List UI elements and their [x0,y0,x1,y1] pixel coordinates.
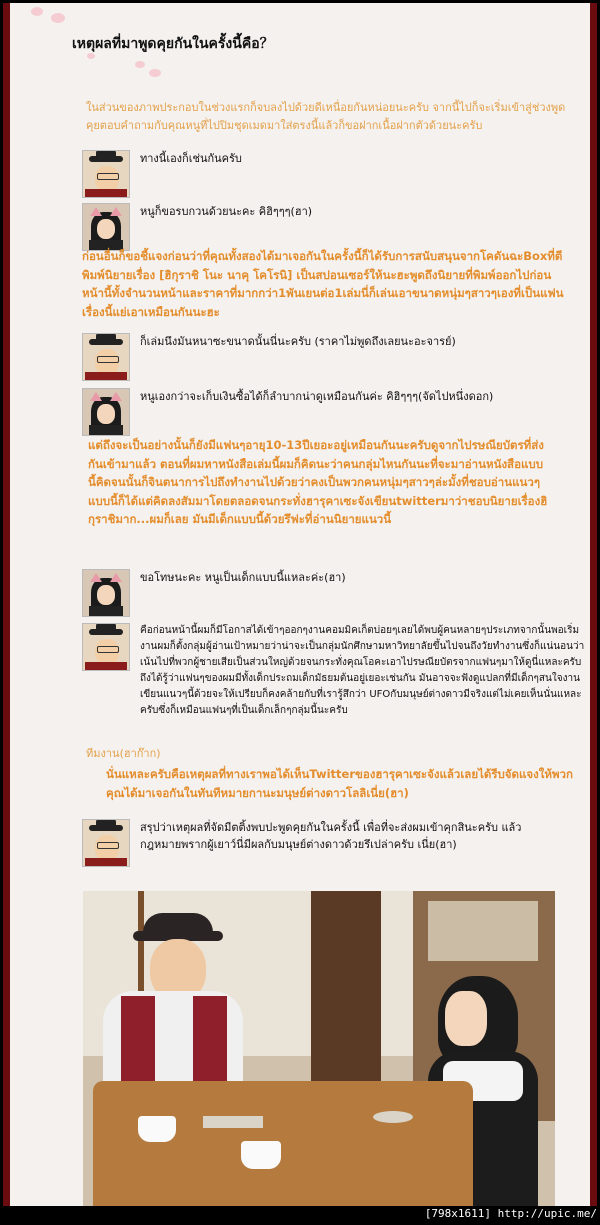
narration-paragraph: แต่ถึงจะเป็นอย่างนั้นก็ยังมีแฟนๆอายุ10-13ปีเยอะอยู่เหมือนกันนะครับดูจากไปรษณียบัตรที่ส่งกันเข้ามาแล้ว ตอนที่ผมหาหนังสือเล่มนี้ผมก็คิดนะว่าคนกลุ่มไหนกันนะที่จะมาอ่านหนังสือแบบนี้คิดจนนั้นก็จินตนาการไปถึงทำงานไปด้วยว่าคงเป็นพวกคนหนุ่มๆสาวๆล่ะมั้งที่ชอบอ่านแนวๆแบบนี้ก็ได้แต่คิดลงสัมมาโดยตลอดจนกระทั่งฮารุคาเซะจังเขียนtwitterมาว่าชอบนิยายเรื่องฮิกุราชิมาก...ผมก็เลย มันมีเด็กแบบนี้ด้วยรึฟะที่อ่านนิยายแนวนี้ [88,438,548,526]
dialogue-text: หนูก็ขอรบกวนด้วยนะคะ คิฮิๆๆๆ(ฮา) [140,205,313,218]
dialogue-row [82,623,585,719]
photo-illustration [83,891,555,1206]
man-avatar-icon [82,150,130,198]
dialogue-row [82,569,346,617]
man-avatar-icon [82,819,130,867]
dialogue-text: ทางนี้เองก็เช่นกันครับ [140,152,242,165]
image-size-footer: [798x1611] http://upic.me/ [424,1207,597,1220]
man-avatar-icon [82,333,130,381]
petal-decoration [31,7,43,16]
dialogue-text: คือก่อนหน้านี้ผมก็มีโอกาสได้เข้าๆออกๆงานคอมมิคเก็ตบ่อยๆเลยได้พบผู้คนหลายๆประเภทจากนั้นพอเริ่มงานผมก็ตั้งกลุ่มผู้อ่านเป้าหมายว่าน่าจะเป็นกลุ่มนักศึกษามหาวิทยาลัยขึ้นไปจนถึงวัยทำงานซึ่งก็แน่นอนว่าเน้นไปที่พวกผู้ชายเสียเป็นส่วนใหญ่ด้วยจนกระทั่งคุณโอคะเอาไปรษณียบัตรจากแฟนๆมาให้ดูนี่แหละครับถึงได้รู้ว่าแฟนๆของผมมีทั้งเด็กประถมเด็กมัธยมต้นอยู่เยอะเช่นกัน มันอาจจะฟังดูแปลกที่มีเด็กๆสนใจงานเขียนแนวๆนี้ด้วยจะให้เปรียบก็คงคล้ายกับที่เรารู้สึกว่า UFOกับมนุษย์ต่างดาวมีจริงแต่ไม่เคยเห็นนั่นแหละครับซึ่งก็เหมือนแฟนๆที่เป็นเด็กเล็กๆกลุ่มนี้นะครับ [140,625,585,716]
intro-paragraph: ในส่วนของภาพประกอบในช่วงแรกก็จบลงไปด้วยดีเหนื่อยกันหน่อยนะครับ จากนี้ไปก็จะเริ่มเข้าสู่ช่วงพูดคุยตอบคำถามกับคุณหนูที่ไปปิมชุดเมดมาใส่ตรงนี้แล้วก็ขอฝากเนื้อฝากตัวด้วยนะครับ [86,101,566,132]
dialogue-row [82,150,242,198]
girl-avatar-icon [82,569,130,617]
girl-avatar-icon [82,203,130,251]
narration-paragraph: ก่อนอื่นก็ขอชี้แจงก่อนว่าที่คุณทั้งสองได้มาเจอกันในครั้งนี้ก็ได้รับการสนับสนุนจากโคดันฉะBoxที่ตีพิมพ์นิยายเรื่อง [ฮิกุราชิ โนะ นาคุ โคโรนิ] เป็นสปอนเซอร์ให้นะฮะพูดถึงนิยายที่พิมพ์ออกไปก่อนหน้านี้ทั้งจำนวนหน้าและราคาที่มากกว่า1พันเยนต่อ1เล่มนี่ก็เล่นเอาขนาดหนุ่มๆสาวๆเองที่เป็นแฟนเรื่องนี้แย่เอาเหมือนกันนะฮะ [82,249,564,319]
petal-decoration [135,61,145,68]
dialogue-row [82,333,456,381]
dialogue-row [82,203,312,251]
petal-decoration [51,13,65,23]
man-avatar-icon [82,623,130,671]
girl-avatar-icon [82,388,130,436]
page-frame [3,3,597,1206]
dialogue-text: ก็เล่มนึงมันหนาซะขนาดนั้นนี่นะครับ (ราคาไม่พูดถึงเลยนะอะจารย์) [140,335,456,348]
dialogue-text: สรุปว่าเหตุผลที่จัดมีตติ้งพบปะพูดคุยกันในครั้งนี้ เพื่อที่จะส่งผมเข้าคุกสินะครับ แล้วกฎหมายพรากผู้เยาว์นี่มีผลกับมนุษย์ต่างดาวด้วยรึเปล่าครับ เนี่ย(ฮา) [140,821,522,851]
dialogue-text: ขอโทษนะคะ หนูเป็นเด็กแบบนี้แหละค่ะ(ฮา) [140,571,346,584]
narration-paragraph: นั่นแหละครับคือเหตุผลที่ทางเราพอได้เห็นTwitterของฮารุคาเซะจังแล้วเลยได้รีบจัดแจงให้พวกคุณได้มาเจอกันในทันทีหมายกานะมนุษย์ต่างดาวโลลิเนี่ย(ฮา) [106,767,573,800]
page-title: เหตุผลที่มาพูดคุยกันในครั้งนี้คือ？ [72,36,274,52]
dialogue-row [82,819,540,867]
petal-decoration [149,69,161,77]
dialogue-row [82,388,493,436]
dialogue-text: หนูเองกว่าจะเก็บเงินซื้อได้ก็ลำบากน่าดูเหมือนกันค่ะ คิฮิๆๆๆ(จัดไปหนึ่งดอก) [140,390,494,403]
staff-label: ทีมงาน(ฮาก๊าก) [86,747,161,760]
